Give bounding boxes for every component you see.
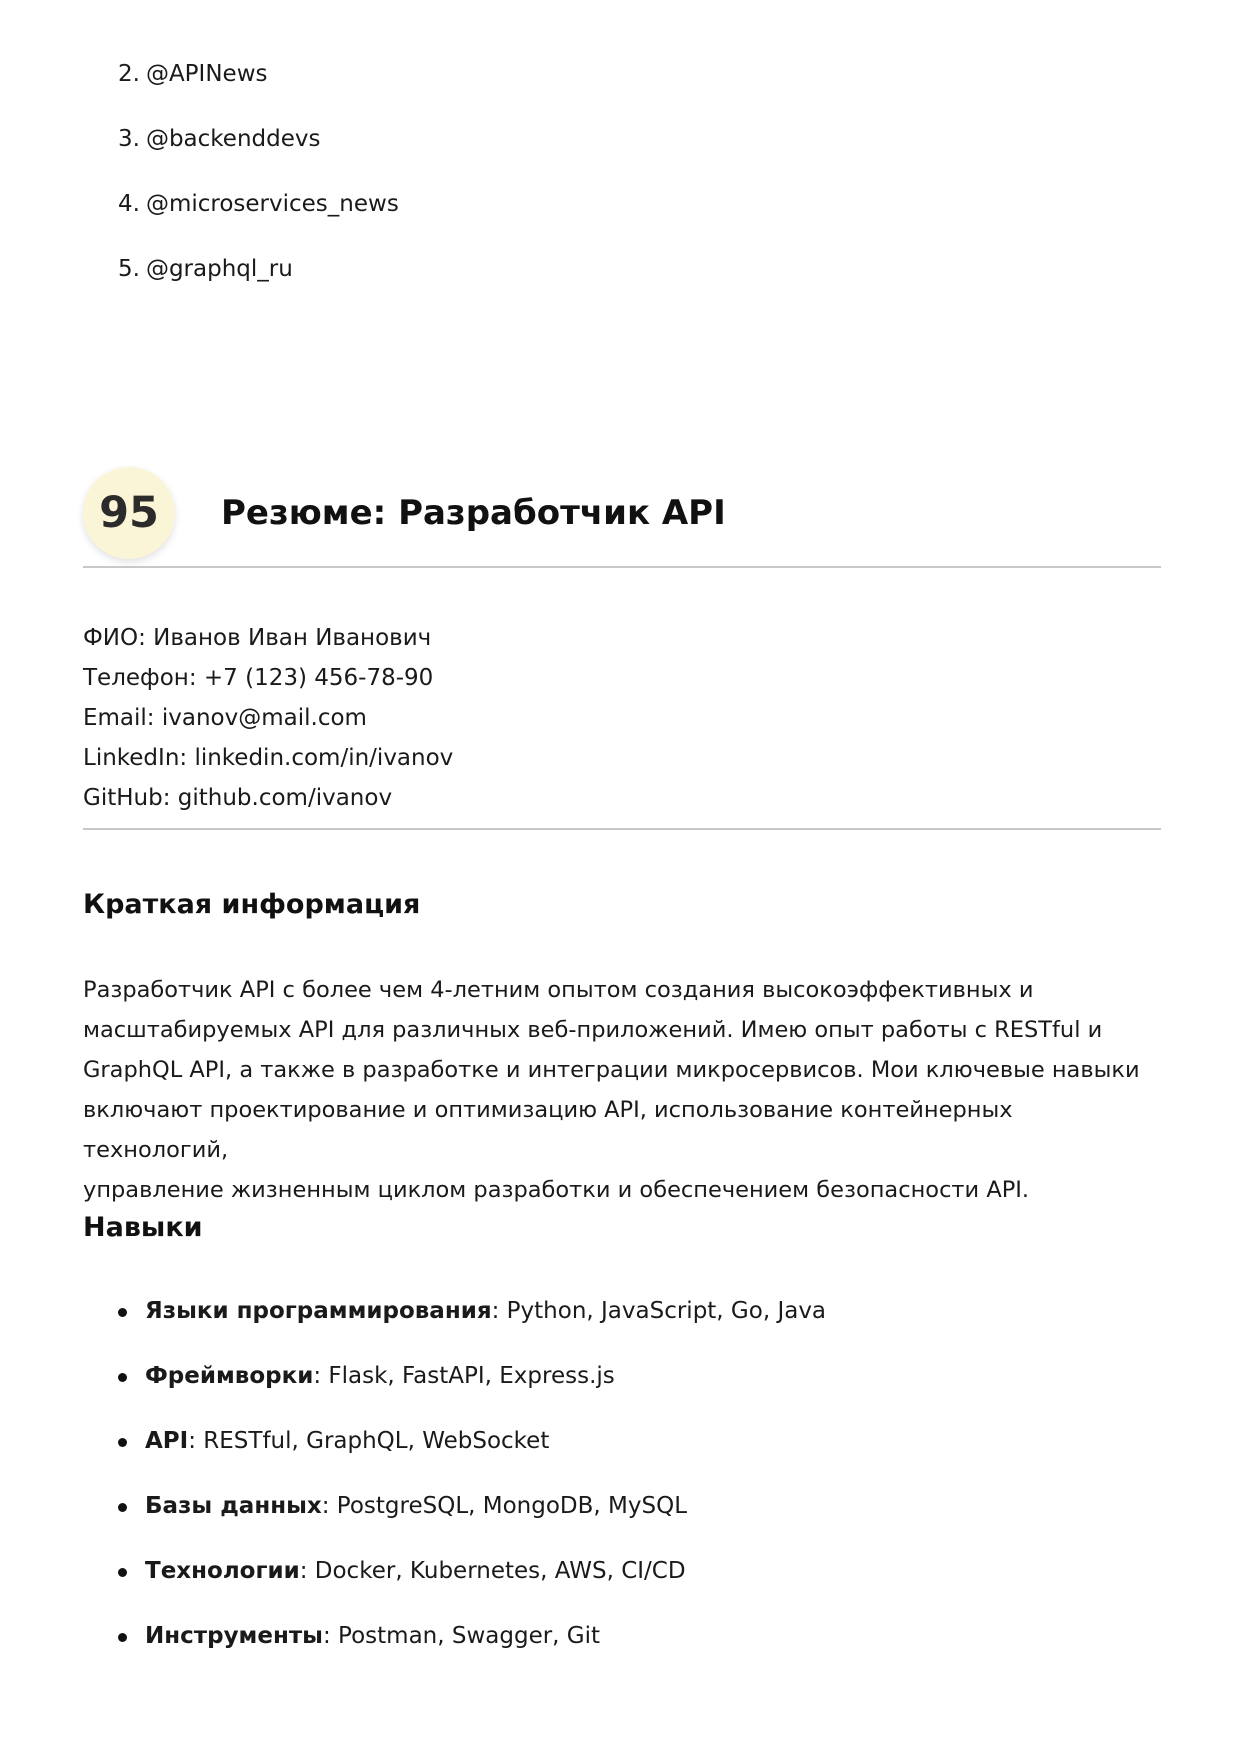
bullet-icon <box>118 1503 127 1512</box>
bullet-icon <box>118 1308 127 1317</box>
skill-item: Базы данных: PostgreSQL, MongoDB, MySQL <box>118 1490 826 1555</box>
summary-line: включают проектирование и оптимизацию API, использование контейнерных технологий, <box>83 1097 1013 1163</box>
contact-email: Email: ivanov@mail.com <box>83 705 367 731</box>
bullet-icon <box>118 1373 127 1382</box>
list-item: 4. @microservices_news <box>118 191 399 217</box>
contacts-divider <box>83 828 1161 830</box>
contact-github: GitHub: github.com/ivanov <box>83 785 393 811</box>
resume-header <box>83 467 1161 575</box>
summary-line: масштабируемых API для различных веб-приложений. Имею опыт работы с RESTful и <box>83 1017 1103 1043</box>
summary-line: управление жизненным циклом разработки и обеспечением безопасности API. <box>83 1177 1030 1203</box>
list-item: 3. @backenddevs <box>118 126 321 152</box>
list-item: 2. @APINews <box>118 61 268 87</box>
summary-line: Разработчик API с более чем 4-летним опытом создания высокоэффективных и <box>83 977 1034 1003</box>
skill-item: Инструменты: Postman, Swagger, Git <box>118 1620 826 1685</box>
contact-name: ФИО: Иванов Иван Иванович <box>83 625 432 651</box>
skill-item: Фреймворки: Flask, FastAPI, Express.js <box>118 1360 826 1425</box>
bullet-icon <box>118 1438 127 1447</box>
skill-item: Языки программирования: Python, JavaScript, Go, Java <box>118 1295 826 1360</box>
section-number-badge: 95 <box>83 467 175 559</box>
contact-phone: Телефон: +7 (123) 456-78-90 <box>83 665 434 691</box>
summary-heading: Краткая информация <box>83 889 421 920</box>
contact-linkedin: LinkedIn: linkedin.com/in/ivanov <box>83 745 454 771</box>
bullet-icon <box>118 1633 127 1642</box>
contact-info <box>83 618 453 818</box>
bullet-icon <box>118 1568 127 1577</box>
skills-list <box>118 1295 826 1685</box>
skill-item: API: RESTful, GraphQL, WebSocket <box>118 1425 826 1490</box>
page-title: Резюме: Разработчик API <box>221 493 726 533</box>
summary-text <box>83 970 1163 1210</box>
skill-item: Технологии: Docker, Kubernetes, AWS, CI/CD <box>118 1555 826 1620</box>
skills-heading: Навыки <box>83 1212 203 1243</box>
summary-line: GraphQL API, а также в разработке и интеграции микросервисов. Мои ключевые навыки <box>83 1057 1140 1083</box>
header-divider <box>83 566 1161 568</box>
channels-list <box>118 58 399 318</box>
list-item: 5. @graphql_ru <box>118 256 293 282</box>
